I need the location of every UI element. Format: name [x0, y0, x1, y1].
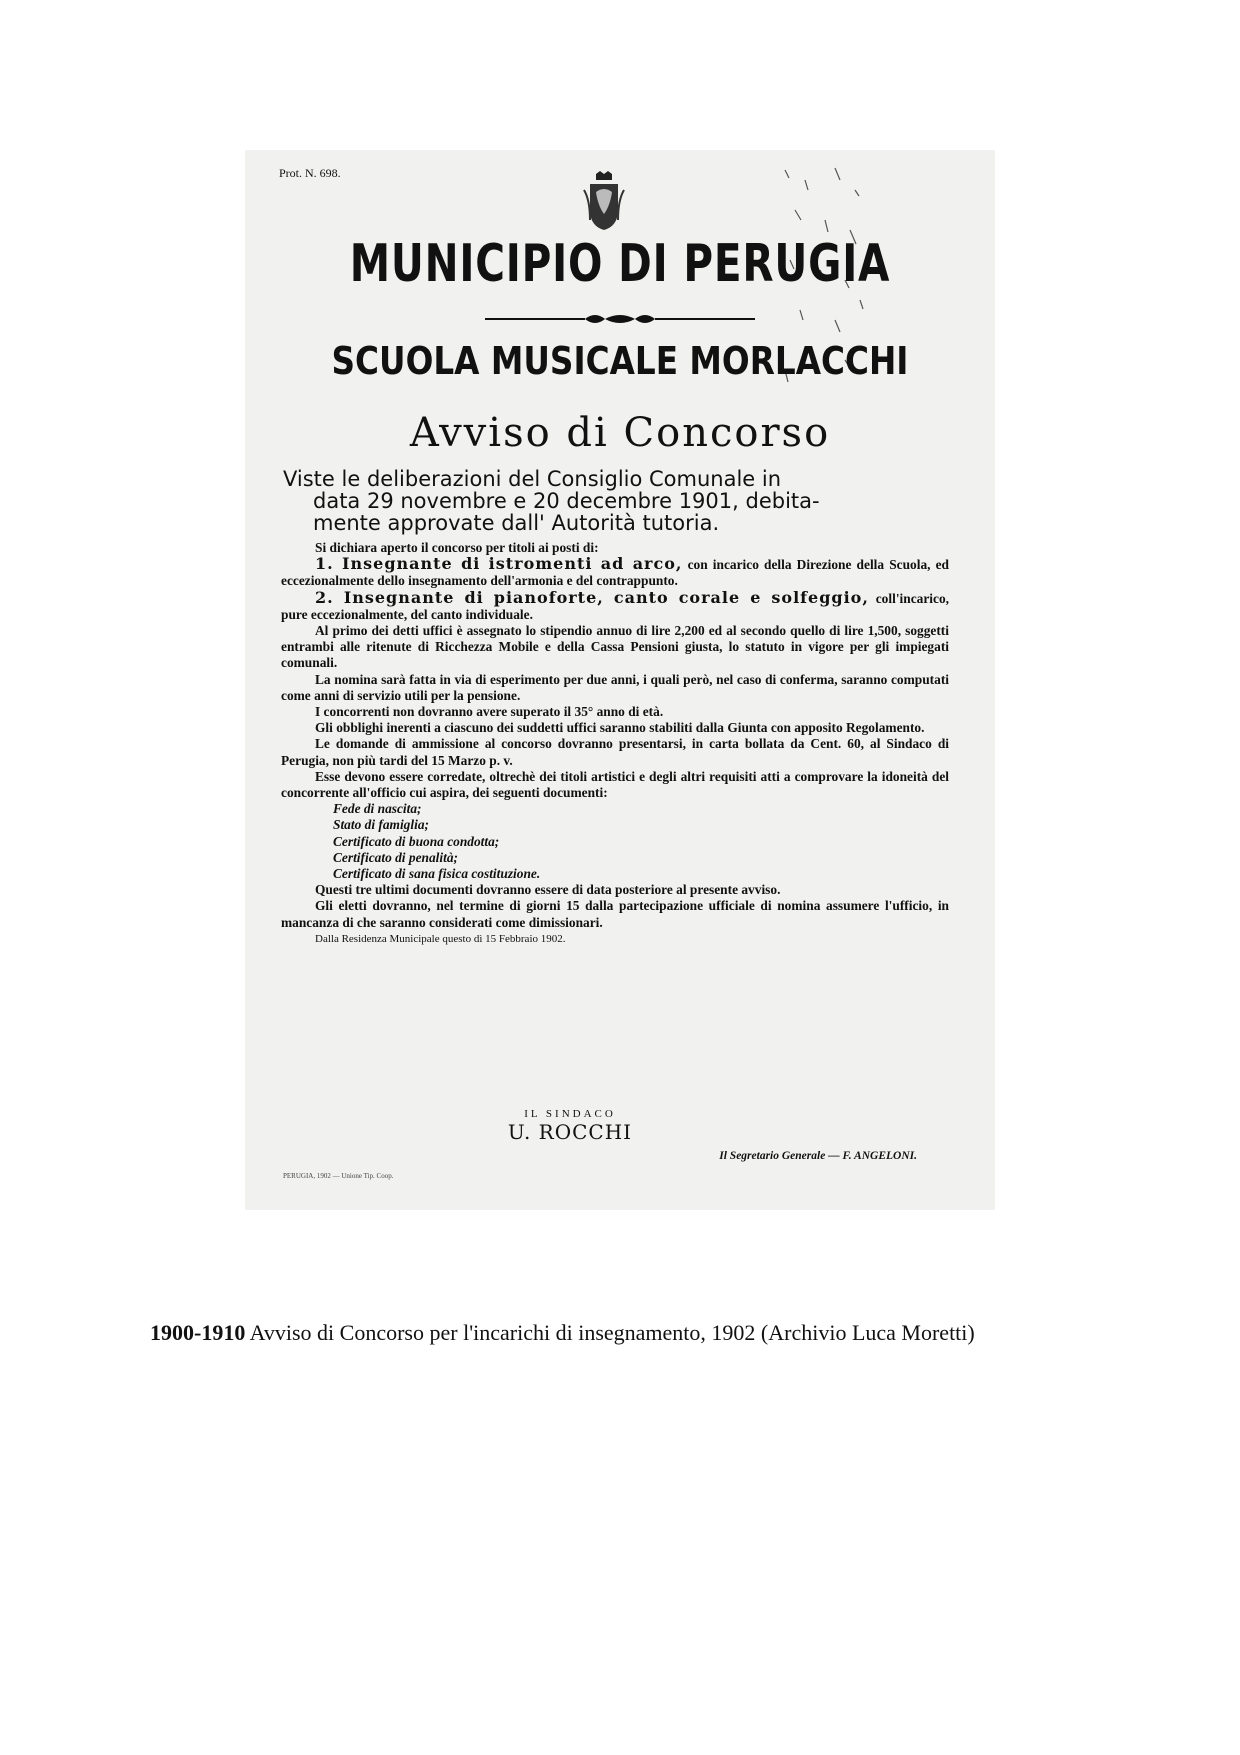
appointment-paragraph: La nomina sarà fatta in via di esperimento per due anni, i quali però, nel caso di conferma, saranno computati come anni di servizio utili per la pensione. — [281, 671, 949, 703]
poster-image — [245, 150, 995, 1210]
notice-body — [281, 540, 949, 947]
preamble — [283, 468, 923, 534]
notice-title: Avviso di Concorso — [409, 410, 831, 456]
post-2 — [281, 587, 949, 623]
secretary-signature: Il Segretario Generale — F. ANGELONI. — [719, 1150, 917, 1162]
list-item: Stato di famiglia; — [333, 817, 429, 833]
caption-period: 1900-1910 — [150, 1320, 246, 1345]
post-2-title: 2. Insegnante di pianoforte, canto corale e solfeggio, — [315, 587, 869, 607]
preamble-line: mente approvate dall' Autorità tutoria. — [313, 511, 720, 535]
list-item: Certificato di penalità; — [333, 849, 458, 865]
dated-line: Dalla Residenza Municipale questo dì 15 Febbraio 1902. — [315, 932, 566, 945]
list-item: Fede di nascita; — [333, 801, 422, 817]
post-2-text: coll'incarico, pure eccezionalmente, del canto individuale. — [281, 590, 949, 622]
post-1-text: con incarico della Direzione della Scuola, ed eccezionalmente dello insegnamento dell'armonia e del contrappunto. — [281, 557, 949, 589]
mayor-name: U. ROCCHI — [507, 1120, 633, 1144]
municipality-title: MUNICIPIO DI PERUGIA — [349, 234, 891, 294]
caption-text: Avviso di Concorso per l'incarichi di insegnamento, 1902 (Archivio Luca Moretti) — [249, 1320, 975, 1345]
school-title: SCUOLA MUSICALE MORLACCHI — [331, 339, 909, 383]
documents-list — [281, 801, 949, 882]
mayor-label: IL SINDACO — [524, 1108, 616, 1120]
figure-caption — [150, 1318, 1095, 1348]
preamble-line: data 29 novembre e 20 decembre 1901, debita- — [313, 489, 820, 513]
list-item: Certificato di buona condotta; — [333, 833, 500, 849]
post-1 — [281, 556, 949, 589]
documents-paragraph: Esse devono essere corredate, oltrechè dei titoli artistici e degli altri requisiti atti a comprovare la idoneità del concorrente all'officio cui aspira, dei seguenti documenti: — [281, 768, 949, 801]
last-documents-paragraph: Questi tre ultimi documenti dovranno essere di data posteriore al presente avviso. — [315, 882, 781, 898]
duties-paragraph: Gli obblighi inerenti a ciascuno dei suddetti uffici saranno stabiliti dalla Giunta con apposito Regolamento. — [315, 720, 925, 736]
post-1-title: 1. Insegnante di istromenti ad arco, — [315, 554, 683, 574]
elected-paragraph: Gli eletti dovranno, nel termine di giorni 15 dalla partecipazione ufficiale di nomina assumere l'ufficio, in mancanza di che saranno considerati come dimissionari. — [281, 898, 949, 930]
preamble-line: Viste le deliberazioni del Consiglio Comunale in — [283, 467, 782, 491]
intro-paragraph: Si dichiara aperto il concorso per titoli ai posti di: — [315, 540, 599, 555]
applications-paragraph: Le domande di ammissione al concorso dovranno presentarsi, in carta bollata da Cent. 60, al Sindaco di Perugia, non più tardi del 15 Marzo p. v. — [281, 736, 949, 768]
printer-line: PERUGIA, 1902 — Unione Tip. Coop. — [283, 1172, 394, 1180]
age-paragraph: I concorrenti non dovranno avere superato il 35° anno di età. — [315, 704, 664, 720]
coat-of-arms-icon — [582, 170, 626, 234]
protocol-number: Prot. N. 698. — [279, 166, 341, 180]
ornament-divider — [485, 310, 755, 328]
salary-paragraph: Al primo dei detti uffici è assegnato lo stipendio annuo di lire 2,200 ed al secondo quello di lire 1,500, soggetti entrambi alle ritenute di Ricchezza Mobile e della Cassa Pensioni giusta, lo statuto in vigore per gli impiegati comunali. — [281, 623, 949, 671]
list-item: Certificato di sana fisica costituzione. — [333, 866, 541, 882]
